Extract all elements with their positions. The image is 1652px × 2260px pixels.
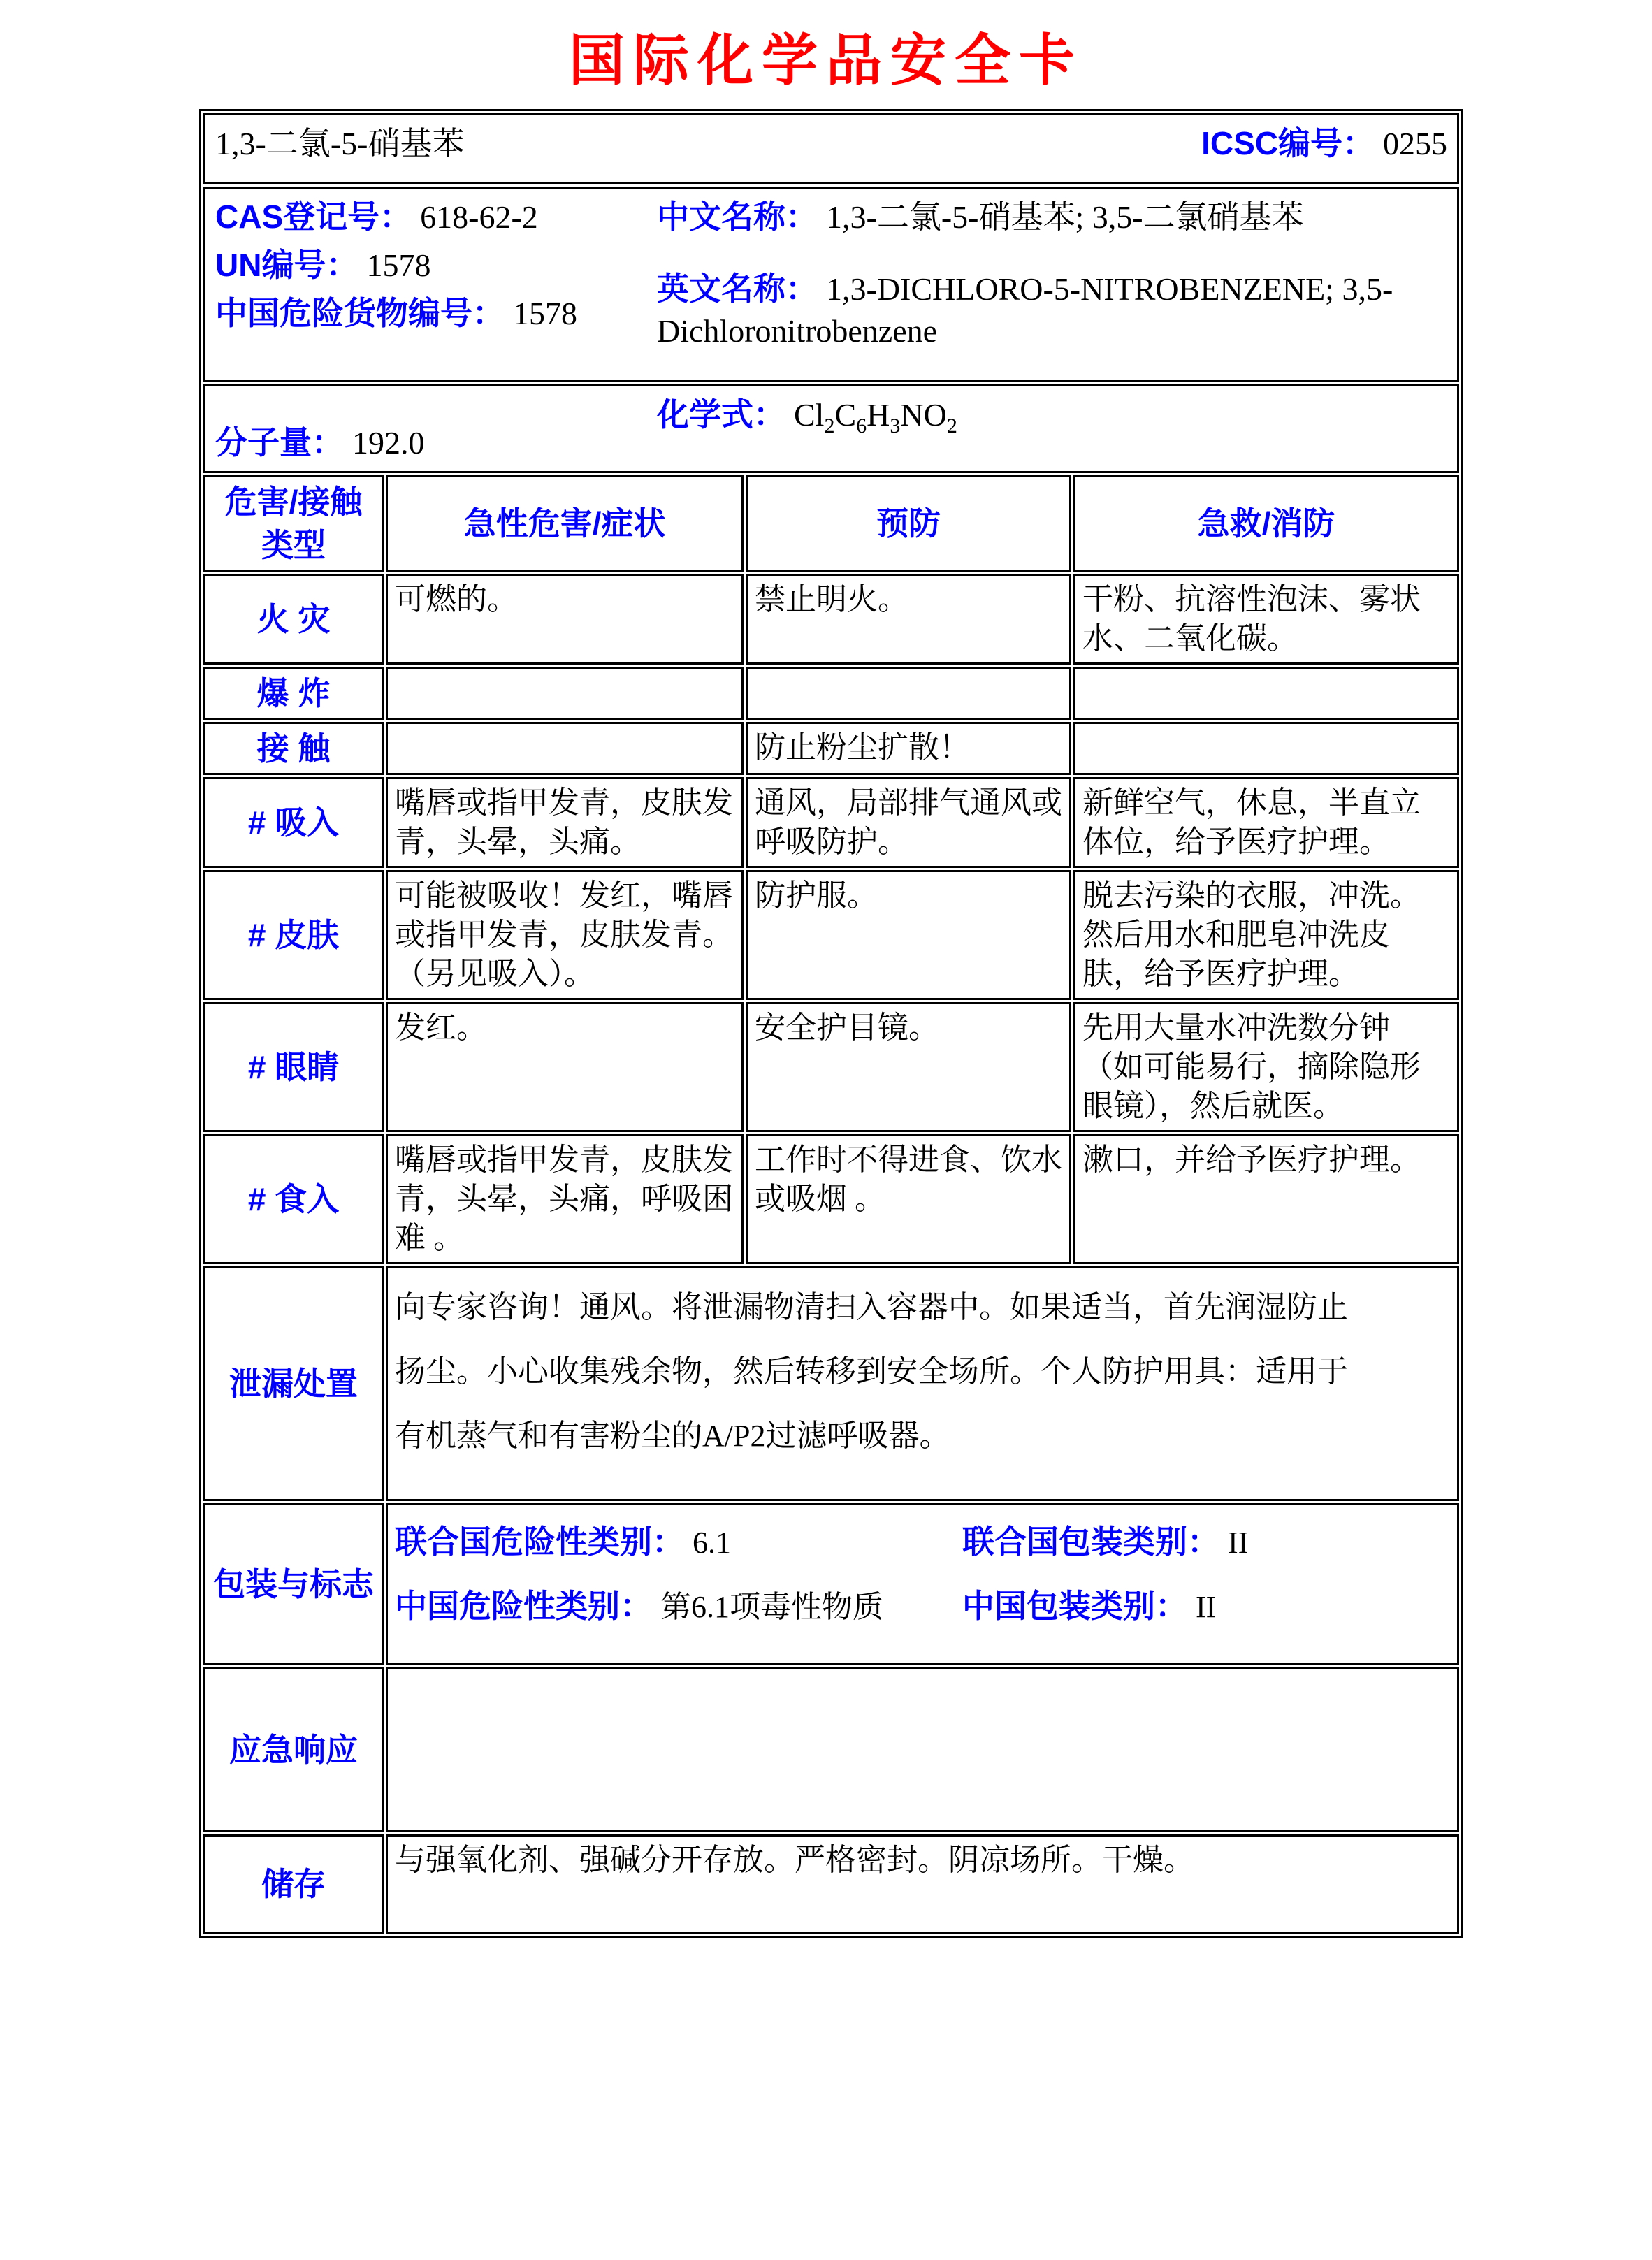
skin-prevention: 防护服。: [746, 870, 1071, 1000]
china-dg-label: 中国危险货物编号：: [215, 295, 505, 331]
table-row-packaging: [203, 1503, 1459, 1665]
table-row-explosion: [203, 667, 1459, 720]
molecular-weight-label: 分子量：: [215, 424, 344, 461]
table-row-ingestion: [203, 1134, 1459, 1264]
chemical-formula-label: 化学式：: [657, 396, 785, 433]
contact-prevention: 防止粉尘扩散！: [746, 722, 1071, 775]
eyes-prevention: 安全护目镜。: [746, 1002, 1071, 1132]
row-label-spillage: 泄漏处置: [203, 1266, 384, 1501]
icsc-number-label: ICSC编号：: [1201, 125, 1375, 161]
skin-symptoms: 可能被吸收！发红，嘴唇或指甲发青，皮肤发青。（另见吸入）。: [386, 870, 744, 1000]
row-label-ingestion: # 食入: [203, 1134, 384, 1264]
explosion-symptoms: [386, 667, 744, 720]
china-hazard-class: [395, 1590, 883, 1624]
header-first-aid: 急救/消防: [1073, 475, 1459, 572]
china-hazard-class-value: 第6.1项毒性物质: [660, 1590, 883, 1624]
row-label-eyes: # 眼睛: [203, 1002, 384, 1132]
icsc-number-value: 0255: [1383, 126, 1447, 161]
china-classification-line: [395, 1574, 1450, 1638]
spillage-text: 向专家咨询！通风。将泄漏物清扫入容器中。如果适当，首先润湿防止扬尘。小心收集残余物，然后转移到安全场所。个人防护用具：适用于有机蒸气和有害粉尘的A/P2过滤呼吸器。: [395, 1290, 1348, 1453]
fire-prevention: 禁止明火。: [746, 574, 1071, 665]
icsc-table: [199, 109, 1463, 1938]
china-hazard-class-label: 中国危险性类别：: [395, 1588, 652, 1624]
row-label-packaging: 包装与标志: [203, 1503, 384, 1665]
chinese-name-value: 1,3-二氯-5-硝基苯; 3,5-二氯硝基苯: [826, 199, 1304, 235]
table-row-fire: [203, 574, 1459, 665]
ingestion-symptoms: 嘴唇或指甲发青，皮肤发青，头晕，头痛，呼吸困难 。: [386, 1134, 744, 1264]
skin-response: 脱去污染的衣服，冲洗。然后用水和肥皂冲洗皮肤，给予医疗护理。: [1073, 870, 1459, 1000]
row-label-explosion: 爆 炸: [203, 667, 384, 720]
un-hazard-class-value: 6.1: [693, 1526, 731, 1560]
inhalation-symptoms: 嘴唇或指甲发青，皮肤发青，头晕，头痛。: [386, 777, 744, 868]
identifiers-row: [203, 187, 1459, 382]
eyes-response: 先用大量水冲洗数分钟（如可能易行，摘除隐形眼镜），然后就医。: [1073, 1002, 1459, 1132]
table-row-contact: [203, 722, 1459, 775]
table-row-skin: [203, 870, 1459, 1000]
un-hazard-class: [395, 1523, 731, 1560]
row-label-skin: # 皮肤: [203, 870, 384, 1000]
ingestion-prevention: 工作时不得进食、饮水或吸烟 。: [746, 1134, 1071, 1264]
row-label-storage: 储存: [203, 1834, 384, 1934]
china-packing-group-value: II: [1196, 1590, 1217, 1624]
header-hazard-type: 危害/接触类型: [203, 475, 384, 572]
explosion-response: [1073, 667, 1459, 720]
emergency-text: [386, 1667, 1459, 1832]
page-title: 国际化学品安全卡: [569, 31, 1083, 92]
hazard-header-row: [203, 475, 1459, 572]
eyes-symptoms: 发红。: [386, 1002, 744, 1132]
un-label: UN编号：: [215, 247, 358, 283]
icsc-card-page: [0, 24, 1652, 1938]
explosion-prevention: [746, 667, 1071, 720]
table-row-emergency: [203, 1667, 1459, 1832]
row-label-contact: 接 触: [203, 722, 384, 775]
storage-text: 与强氧化剂、强碱分开存放。严格密封。阴凉场所。干燥。: [386, 1834, 1459, 1934]
row-label-fire: 火 灾: [203, 574, 384, 665]
cas-value: 618-62-2: [420, 199, 538, 235]
table-row-inhalation: [203, 777, 1459, 868]
table-row-eyes: [203, 1002, 1459, 1132]
ingestion-response: 漱口，并给予医疗护理。: [1073, 1134, 1459, 1264]
icsc-number: [1201, 122, 1447, 165]
header-acute-symptoms: 急性危害/症状: [386, 475, 744, 572]
fire-response: 干粉、抗溶性泡沫、雾状水、二氧化碳。: [1073, 574, 1459, 665]
un-packing-group-label: 联合国包装类别：: [962, 1523, 1219, 1560]
un-classification-line: [395, 1509, 1450, 1574]
row-label-inhalation: # 吸入: [203, 777, 384, 868]
contact-symptoms: [386, 722, 744, 775]
molecular-row: [203, 384, 1459, 473]
english-name: [657, 268, 1440, 352]
un-hazard-class-label: 联合国危险性类别：: [395, 1523, 684, 1560]
contact-response: [1073, 722, 1459, 775]
molecular-weight-value: 192.0: [352, 425, 425, 461]
table-row-spillage: [203, 1266, 1459, 1501]
china-packing-group: [962, 1574, 1216, 1639]
chinese-name-label: 中文名称：: [657, 198, 818, 235]
inhalation-response: 新鲜空气，休息，半直立体位，给予医疗护理。: [1073, 777, 1459, 868]
un-value: 1578: [366, 247, 431, 283]
un-packing-group-value: II: [1228, 1526, 1249, 1560]
cas-label: CAS登记号：: [215, 198, 412, 235]
header-prevention: 预防: [746, 475, 1071, 572]
inhalation-prevention: 通风，局部排气通风或呼吸防护。: [746, 777, 1071, 868]
chemical-formula-value: $Cl_2C_6H_3NO_2$: [794, 397, 957, 438]
table-row-storage: [203, 1834, 1459, 1934]
chemical-names: [657, 196, 1440, 352]
china-dg-value: 1578: [513, 296, 577, 331]
chemical-formula: [657, 393, 1440, 447]
english-name-value: 1,3-DICHLORO-5-NITROBENZENE; 3,5-Dichloronitrobenzene: [657, 271, 1393, 349]
row-label-emergency: 应急响应: [203, 1667, 384, 1832]
chinese-name: [657, 196, 1440, 238]
un-packing-group: [962, 1509, 1248, 1575]
china-packing-group-label: 中国包装类别：: [962, 1588, 1187, 1624]
name-row: [203, 113, 1459, 184]
english-name-label: 英文名称：: [657, 270, 818, 307]
chemical-name: 1,3-二氯-5-硝基苯: [215, 126, 465, 161]
fire-symptoms: 可燃的。: [386, 574, 744, 665]
